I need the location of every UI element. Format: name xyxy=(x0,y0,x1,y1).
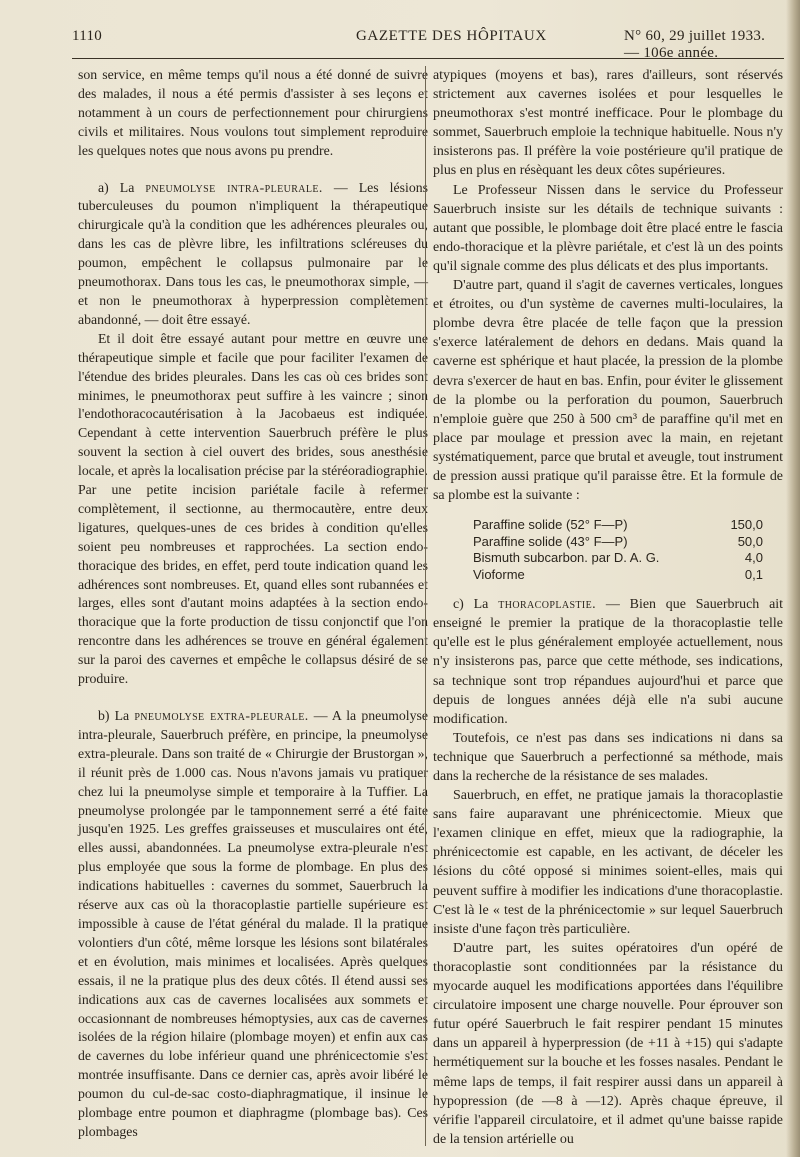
section-heading: pneumolyse intra-pleurale. xyxy=(145,179,323,195)
paragraph: son service, en même temps qu'il nous a été donné de suivre des malades, il nous a été permis d'assister à ses leçons et notamment à un cours de perfectionnement pour chirurgiens civils et militaires. Nous voulons tout simplement reproduire les quelques notes que nous avons pu prendre. xyxy=(78,67,428,158)
formula-quantity: 50,0 xyxy=(737,533,763,549)
formula-quantity: 4,0 xyxy=(744,550,763,566)
paragraph: Sauerbruch, en effet, ne pratique jamais la thoracoplastie sans faire auparavant une phrénicectomie. Mieux que l'examen clinique en effet, mieux que la radiographie, la phrénicectomie est capable, en les activant, de déceler les lésions du côté opposé si minimes soient-elles, mais qui peuvent suffire à modifier les indications d'une thoracoplastie. C'est là le « test de la phrénicectomie » sur lequel Sauerbruch insiste d'une façon très particulière. xyxy=(433,788,783,937)
formula-ingredient: Paraffine solide (52° F—P) xyxy=(473,517,628,533)
formula-quantity: 0,1 xyxy=(744,566,763,582)
formula-ingredient: Bismuth subcarbon. par D. A. G. xyxy=(473,550,660,566)
page-number: 1110 xyxy=(72,28,103,44)
formula-row xyxy=(473,567,763,584)
section-label: b) La xyxy=(98,708,130,723)
issue-info: N° 60, 29 juillet 1933. — 106e année. xyxy=(624,28,766,61)
paraffin-formula xyxy=(473,517,763,583)
section-heading: pneumolyse extra-pleurale. xyxy=(134,708,309,723)
paragraph-text: — Bien que Sauerbruch ait enseigné le premier la pratique de la thoracoplastie telle qu'elle est le plus généralement employée actuellement, nous n'y insisterons pas, parce que cette méthode, ses indications, sa technique sont trop répandues aujourd'hui et parce que depuis de longues années déjà elle n'a subi aucune modification. xyxy=(433,597,784,727)
page-edge-shadow xyxy=(786,0,800,1157)
section-heading: thoracoplastie. xyxy=(498,597,597,613)
paragraph: Et il doit être essayé autant pour mettre en œuvre une thérapeutique simple et facile que pour faciliter l'examen de l'étendue des brides pleurales. Dans les cas où ces brides sont minimes, le pneumothorax peut suffire à les vaincre ; sinon l'endothoracocautérisation à la Jacobaeus est indiquée. Cependant à cette intervention Sauerbruch préfère le plus souvent la section à ciel ouvert des brides, sous anesthésie locale, et après la localisation précise par la stéréoradiographie. Par une petite incision pariétale facile à refermer complètement, il sectionne, au thermocautère, entre deux ligatures, quelques-unes de ces brides à condition qu'elles soient peu nombreuses et rapprochées. La section endo-thoracique des brides, en effet, perd toute indication quand les adhérences sont nombreuses. Et, quand elles sont rubannées et larges, elles sont d'autant moins adaptées à la section endo-thoracique que la forte production de tissu conjonctif que l'on rencontre dans les adhérences se trouve en général également sur la paroi des cavernes et empêche le collapsus désiré de se produire. xyxy=(78,330,428,687)
paragraph-text: — A la pneumolyse intra-pleurale, Sauerbruch préfère, en principe, la pneumolyse extra-pleurale. Dans son traité de « Chirurgie der Brustorgan », il réunit près de 1.000 cas. Nous n'avons jamais vu pratiquer chez lui la pneumolyse simple et temporaire à la Tuffier. La pneumolyse prolongée par le tamponnement serré a été faite jusqu'en 1925. Les greffes graisseuses et musculaires ont été, elles aussi, abandonnées. La pneumolyse extra-pleurale n'est plus employée que sous la forme de plombage. En plus des indications habituelles : cavernes du sommet, Sauerbruch la réserve aux cas où la thoracoplastie partielle supérieure est impossible à cause de l'état général du malade. Il la pratique volontiers d'un côté, même lorsque les lésions sont bilatérales et en évolution, mais minimes et localisées. Après quelques essais, il ne la pratique plus des deux côtés. Il étend aussi ses indications aux cas de cavernes localisées aux sommets et occasionnant de nombreuses hémoptysies, aux cas de cavernes isolées de la région hilaire (plombage moyen) et enfin aux cas de cavernes du lobe inférieur quand une phrénicectomie s'est montrée insuffisante. Dans ce dernier cas, après avoir libéré le poumon du cul-de-sac costo-diaphragmatique, il insinue le plombage entre poumon et diaphragme (plombage bas). Ces plombages xyxy=(78,708,428,1139)
formula-ingredient: Paraffine solide (43° F—P) xyxy=(473,533,628,549)
formula-row xyxy=(473,534,763,551)
journal-title: GAZETTE DES HÔPITAUX xyxy=(356,28,547,44)
paragraph: D'autre part, les suites opératoires d'un opéré de thoracoplastie sont conditionnées par la résistance du myocarde auquel les modifications apportées dans l'équilibre circulatoire imposent une charge nouvelle. Pour éprouver son futur opéré Sauerbruch le fait respirer pendant 15 minutes dans un appareil à hyperpression (de +11 à +15) qui s'adapte hermétiquement sur la bouche et les fosses nasales. Pendant le même laps de temps, il fait respirer aussi dans un appareil à hypopression (de —8 à —12). Après chaque épreuve, il vérifie l'appareil circulatoire, et il admet qu'une baisse rapide de la tension artérielle ou xyxy=(433,940,783,1147)
formula-row xyxy=(473,517,763,534)
page-header xyxy=(72,24,784,61)
right-column xyxy=(433,66,783,1149)
column-divider xyxy=(425,66,426,1146)
formula-row xyxy=(473,550,763,567)
left-column xyxy=(78,66,428,1142)
paragraph: Toutefois, ce n'est pas dans ses indications ni dans sa technique que Sauerbruch a perfectionné sa méthode, mais dans la recherche de la résistance de ses malades. xyxy=(433,730,783,784)
paragraph xyxy=(78,179,428,330)
paragraph xyxy=(78,707,428,1142)
formula-quantity: 150,0 xyxy=(730,517,763,533)
paragraph: Le Professeur Nissen dans le service du Professeur Sauerbruch insiste sur les détails de technique suivants : autant que possible, le plombage doit être placé entre le fascia endo-thoracique et la plèvre pariétale, et c'est là un des points qu'il signale comme des plus délicats et des plus importants. xyxy=(433,182,783,274)
paragraph: atypiques (moyens et bas), rares d'ailleurs, sont réservés strictement aux cavernes isolées et pour lesquelles le pneumothorax s'est montré inefficace. Pour le plombage du sommet, Sauerbruch emploie la technique habituelle. Nous n'y insisterons pas. Il préfère la voie postérieure qu'il pratique de plus en plus en résèquant les deux côtes supérieures. xyxy=(433,68,783,179)
paragraph xyxy=(433,595,783,729)
section-label: a) La xyxy=(98,179,135,195)
section-label: c) La xyxy=(453,597,489,613)
formula-ingredient: Vioforme xyxy=(473,566,525,582)
paragraph-text: — Les lésions tuberculeuses du poumon n'impliquent la thérapeutique chirurgicale qu'à la condition que les adhérences pleurales ou, dans les cas de plèvre libre, les infiltrations scléreuses du poumon, empêchent le collapsus pulmonaire par le pneumothorax. Dans tous les cas, le pneumothorax simple, — et non le pneumothorax à hyperpression complètement abandonné, — doit être essayé. xyxy=(78,179,428,327)
header-rule xyxy=(72,58,784,59)
paragraph: D'autre part, quand il s'agit de cavernes verticales, longues et étroites, ou d'un système de cavernes multi-loculaires, la plombe devra être placée de telle façon que la pression s'exerce latéralement de dehors en dedans. Mais quand la caverne est sphérique et haut placée, la pression de la plombe devra s'exercer de haut en bas. Enfin, pour éviter le glissement de la plombe ou la perforation du poumon, Sauerbruch n'emploie guère que 250 à 500 cm³ de paraffine qu'il met en place par moulage et pression avec la main, en rejetant systématiquement, parce que brutal et aveugle, tout instrument de pression aussi pratique qu'il paraisse être. Et la formule de sa plombe est la suivante : xyxy=(433,278,783,504)
